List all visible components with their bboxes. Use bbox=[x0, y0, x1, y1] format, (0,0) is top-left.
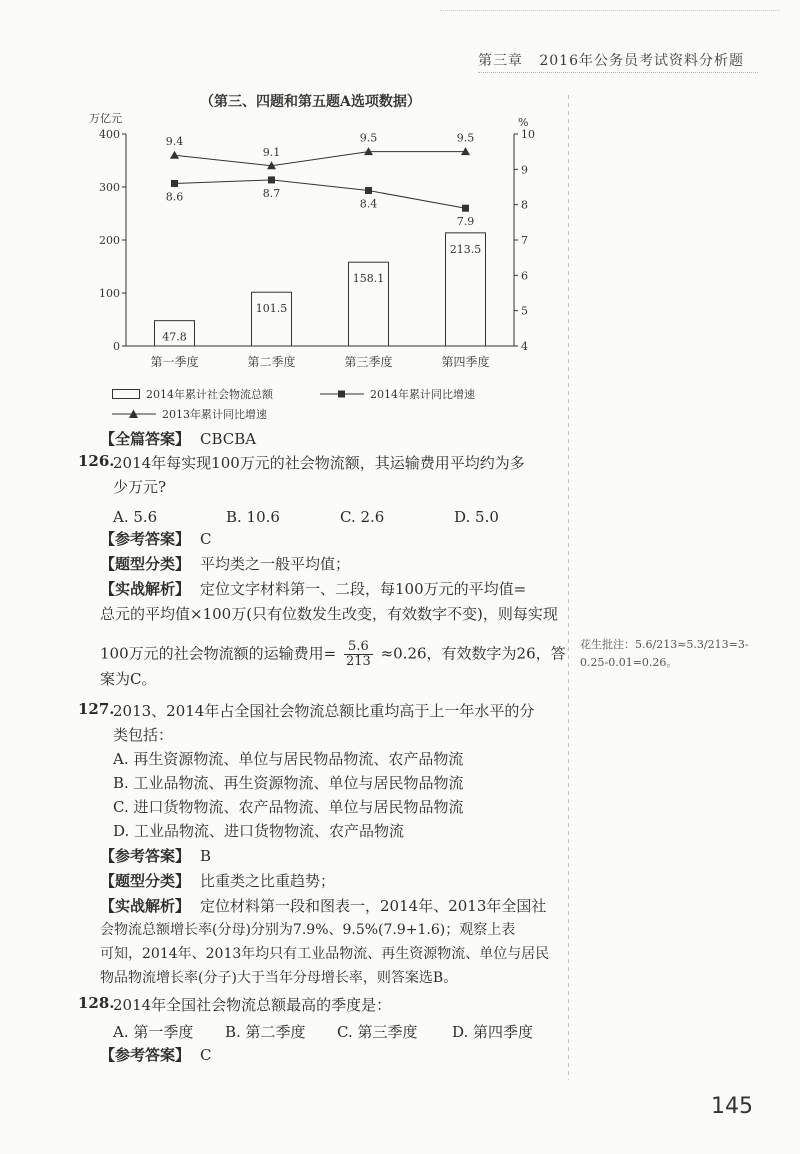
q126-analysis-line4: 案为C。 bbox=[100, 670, 157, 688]
answer-label: 【参考答案】 bbox=[100, 530, 191, 548]
analysis-label: 【实战解析】 bbox=[100, 897, 191, 915]
q126-answer bbox=[100, 528, 212, 550]
q128-option-a: A. 第一季度 bbox=[113, 1023, 194, 1041]
right-tick-label: 5 bbox=[521, 304, 528, 318]
answer-value: C bbox=[200, 1046, 212, 1064]
q127-option-d: D. 工业品物流、进口货物物流、农产品物流 bbox=[113, 822, 405, 840]
legend-item-bar bbox=[112, 386, 273, 402]
q127-stem-line2: 类包括： bbox=[113, 726, 174, 744]
fraction bbox=[344, 640, 373, 669]
q126-analysis-line1 bbox=[100, 578, 526, 600]
left-tick-label: 100 bbox=[99, 287, 120, 300]
all-answers-label: 【全篇答案】 bbox=[100, 430, 191, 448]
type-label: 【题型分类】 bbox=[100, 555, 191, 573]
legend-triangle-line-icon bbox=[112, 409, 156, 419]
analysis-text: ≈0.26，有效数字为26，答 bbox=[380, 644, 566, 663]
type-value: 平均类之一般平均值； bbox=[200, 555, 351, 573]
header-rule bbox=[440, 10, 780, 11]
running-header bbox=[478, 50, 744, 70]
answer-value: C bbox=[200, 530, 212, 548]
fraction-denominator: 213 bbox=[345, 654, 371, 669]
right-tick-label: 9 bbox=[521, 163, 528, 177]
left-axis-label: 万亿元 bbox=[89, 112, 122, 125]
marker-triangle bbox=[170, 151, 179, 159]
q127-analysis-line3: 可知，2014年、2013年均只有工业品物流、再生资源物流、单位与居民 bbox=[100, 946, 550, 962]
chapter-label: 第三章 bbox=[478, 53, 523, 69]
right-tick-label: 8 bbox=[521, 198, 528, 212]
right-tick-label: 6 bbox=[521, 269, 528, 283]
q128-stem: 2014年全国社会物流总额最高的季度是： bbox=[113, 996, 392, 1014]
q127-analysis-line2: 会物流总额增长率(分母)分别为7.9%、9.5%(7.9+1.6)；观察上表 bbox=[100, 922, 516, 938]
side-note-line2: 0.25-0.01=0.26。 bbox=[580, 656, 678, 669]
q127-type bbox=[100, 870, 335, 892]
bar-value-label: 213.5 bbox=[449, 242, 482, 256]
legend-bar-label: 2014年累计社会物流总额 bbox=[146, 388, 273, 401]
margin-divider bbox=[568, 95, 574, 1080]
category-label: 第二季度 bbox=[247, 355, 296, 369]
answer-value: B bbox=[200, 847, 212, 865]
right-tick-label: 10 bbox=[521, 128, 535, 141]
marker-square bbox=[171, 180, 178, 187]
line-2013-value-label: 9.4 bbox=[165, 135, 184, 149]
q127-answer bbox=[100, 845, 211, 867]
legend-item-2014 bbox=[320, 386, 475, 402]
legend-item-2013 bbox=[112, 406, 267, 422]
q128-option-d: D. 第四季度 bbox=[452, 1023, 534, 1041]
analysis-text: 定位文字材料第一、二段，每100万元的平均值= bbox=[200, 580, 527, 598]
side-note bbox=[580, 636, 749, 672]
q127-stem-line1: 2013、2014年占全国社会物流总额比重均高于上一年水平的分 bbox=[113, 702, 535, 720]
line-2013-value-label: 9.5 bbox=[359, 131, 378, 145]
line-2014 bbox=[175, 180, 466, 208]
line-2014-value-label: 8.6 bbox=[165, 190, 184, 204]
q126-stem-line1: 2014年每实现100万元的社会物流额，其运输费用平均约为多 bbox=[113, 454, 525, 472]
q126-analysis-line2: 总元的平均值×100万(只有位数发生改变，有效数字不变)，则每实现 bbox=[100, 605, 558, 623]
line-2013-value-label: 9.5 bbox=[456, 131, 475, 145]
marker-square bbox=[365, 187, 372, 194]
q128-number: 128. bbox=[78, 994, 115, 1012]
right-tick-label: 7 bbox=[521, 234, 528, 247]
fraction-numerator: 5.6 bbox=[344, 640, 373, 655]
legend-square-line-icon bbox=[320, 389, 364, 399]
marker-square bbox=[268, 176, 275, 183]
type-value: 比重类之比重趋势； bbox=[200, 872, 336, 890]
category-label: 第三季度 bbox=[344, 355, 393, 369]
all-answers-value: CBCBA bbox=[200, 430, 257, 448]
q127-analysis-line1 bbox=[100, 895, 546, 917]
left-tick-label: 400 bbox=[99, 128, 120, 141]
legend-2014-label: 2014年累计同比增速 bbox=[370, 388, 475, 401]
category-label: 第四季度 bbox=[441, 355, 490, 369]
line-2013-value-label: 9.1 bbox=[262, 145, 281, 159]
left-tick-label: 0 bbox=[113, 340, 120, 353]
q126-analysis-line3 bbox=[100, 640, 566, 669]
analysis-text: 100万元的社会物流额的运输费用= bbox=[100, 644, 337, 663]
q127-analysis-line4: 物品物流增长率(分子)大于当年分母增长率，则答案选B。 bbox=[100, 970, 458, 986]
marker-square bbox=[462, 205, 469, 212]
category-label: 第一季度 bbox=[150, 355, 199, 369]
q127-option-c: C. 进口货物物流、农产品物流、单位与居民物品物流 bbox=[113, 798, 464, 816]
left-tick-label: 300 bbox=[99, 181, 120, 194]
bar-value-label: 47.8 bbox=[162, 330, 187, 344]
legend-bar-swatch bbox=[112, 389, 140, 399]
q126-type bbox=[100, 553, 350, 575]
q126-stem-line2: 少万元? bbox=[113, 478, 167, 496]
q127-number: 127. bbox=[78, 700, 115, 718]
answer-label: 【参考答案】 bbox=[100, 1046, 191, 1064]
chart-title: （第三、四题和第五题A选项数据） bbox=[200, 94, 421, 110]
book-title: 2016年公务员考试资料分析题 bbox=[539, 53, 744, 69]
combo-chart bbox=[89, 110, 560, 430]
left-tick-label: 200 bbox=[99, 234, 120, 247]
q126-option-b: B. 10.6 bbox=[226, 508, 280, 526]
q126-option-c: C. 2.6 bbox=[340, 508, 385, 526]
q126-option-a: A. 5.6 bbox=[113, 508, 158, 526]
line-2014-value-label: 7.9 bbox=[456, 215, 475, 229]
page-number: 145 bbox=[711, 1094, 753, 1119]
right-tick-label: 4 bbox=[521, 340, 528, 353]
analysis-text: 定位材料第一段和图表一，2014年、2013年全国社 bbox=[200, 897, 547, 915]
right-axis-label: % bbox=[518, 116, 529, 129]
answer-label: 【参考答案】 bbox=[100, 847, 191, 865]
all-answers bbox=[100, 428, 256, 450]
type-label: 【题型分类】 bbox=[100, 872, 191, 890]
q126-number: 126. bbox=[78, 452, 115, 470]
side-note-line1: 花生批注：5.6/213≈5.3/213=3- bbox=[580, 638, 749, 651]
q128-option-c: C. 第三季度 bbox=[337, 1023, 418, 1041]
q128-option-b: B. 第二季度 bbox=[225, 1023, 306, 1041]
line-2014-value-label: 8.4 bbox=[359, 197, 378, 211]
analysis-label: 【实战解析】 bbox=[100, 580, 191, 598]
bar-value-label: 158.1 bbox=[352, 272, 385, 286]
q127-option-b: B. 工业品物流、再生资源物流、单位与居民物品物流 bbox=[113, 774, 464, 792]
legend-2013-label: 2013年累计同比增速 bbox=[162, 408, 267, 421]
line-2014-value-label: 8.7 bbox=[262, 186, 281, 200]
bar-value-label: 101.5 bbox=[255, 302, 288, 316]
bar bbox=[252, 292, 292, 346]
q128-answer bbox=[100, 1044, 212, 1066]
q127-option-a: A. 再生资源物流、单位与居民物品物流、农产品物流 bbox=[113, 750, 464, 768]
line-2013 bbox=[175, 152, 466, 166]
q126-option-d: D. 5.0 bbox=[454, 508, 499, 526]
